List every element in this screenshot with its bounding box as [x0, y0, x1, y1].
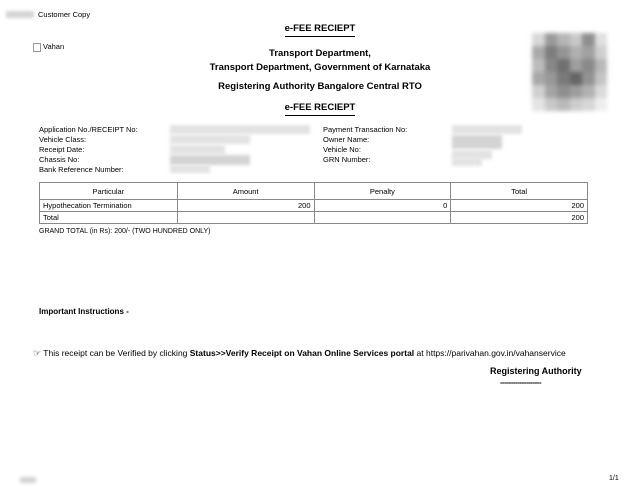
redacted-bank-ref	[170, 165, 210, 173]
signature-label: Registering Authority	[490, 366, 582, 376]
table-row-total	[40, 212, 588, 224]
field-vehicle-no: Vehicle No:	[323, 145, 361, 154]
cell-total: 200	[451, 212, 588, 224]
verify-suffix: at https://parivahan.gov.in/vahanservice	[414, 348, 566, 358]
redacted-qr-code	[532, 33, 607, 111]
field-receipt-date: Receipt Date:	[39, 145, 85, 154]
redacted-owner-name	[452, 135, 502, 149]
col-total: Total	[451, 183, 588, 200]
rto-authority: Registering Authority Bangalore Central RTO	[218, 81, 422, 92]
fields-right	[323, 125, 407, 165]
field-payment-txn: Payment Transaction No:	[323, 125, 408, 134]
signature-line: -------------------	[500, 378, 542, 387]
field-application-no: Application No./RECEIPT No:	[39, 125, 138, 134]
cell-amount	[177, 212, 314, 224]
cell-particular: Total	[40, 212, 178, 224]
receipt-title-main: e-FEE RECIEPT	[0, 102, 640, 113]
table-row	[40, 200, 588, 212]
redacted-header-left	[6, 11, 34, 18]
redacted-receipt-date	[170, 145, 225, 154]
logo-alt-text: Vahan	[43, 42, 65, 51]
redacted-application-no	[170, 125, 310, 134]
dept-line-1: Transport Department,	[269, 48, 371, 59]
verify-prefix: This receipt can be Verified by clicking	[43, 348, 190, 358]
col-particular: Particular	[40, 183, 178, 200]
cell-amount: 200	[177, 200, 314, 212]
dept-line-2: Transport Department, Government of Karnataka	[209, 62, 431, 73]
important-instructions: Important Instructions -	[39, 307, 129, 316]
field-bank-reference: Bank Reference Number:	[39, 165, 124, 174]
cell-penalty	[314, 212, 451, 224]
copy-label: Customer Copy	[38, 10, 91, 19]
cell-particular: Hypothecation Termination	[40, 200, 178, 212]
field-vehicle-class: Vehicle Class:	[39, 135, 87, 144]
field-chassis-no: Chassis No:	[39, 155, 80, 164]
redacted-chassis-no	[170, 155, 250, 165]
receipt-title-top: e-FEE RECIEPT	[0, 23, 640, 34]
redacted-grn	[452, 158, 482, 166]
page-number: 1/1	[609, 475, 619, 482]
table-header-row	[40, 183, 588, 200]
verify-line	[33, 348, 566, 359]
redacted-payment-txn	[452, 125, 522, 134]
fields-left	[39, 125, 138, 175]
redacted-vehicle-class	[170, 135, 250, 144]
field-owner-name: Owner Name:	[323, 135, 370, 144]
cell-total: 200	[451, 200, 588, 212]
verify-portal-link[interactable]: Status>>Verify Receipt on Vahan Online Services portal	[189, 348, 415, 358]
pointing-hand-icon: ☞	[33, 348, 42, 358]
fee-table	[39, 182, 588, 224]
cell-penalty: 0	[314, 200, 451, 212]
grand-total: GRAND TOTAL (in Rs): 200/- (TWO HUNDRED ONLY)	[39, 228, 211, 235]
col-penalty: Penalty	[314, 183, 451, 200]
col-amount: Amount	[177, 183, 314, 200]
field-grn-number: GRN Number:	[323, 155, 371, 164]
redacted-footer-left	[20, 477, 36, 483]
